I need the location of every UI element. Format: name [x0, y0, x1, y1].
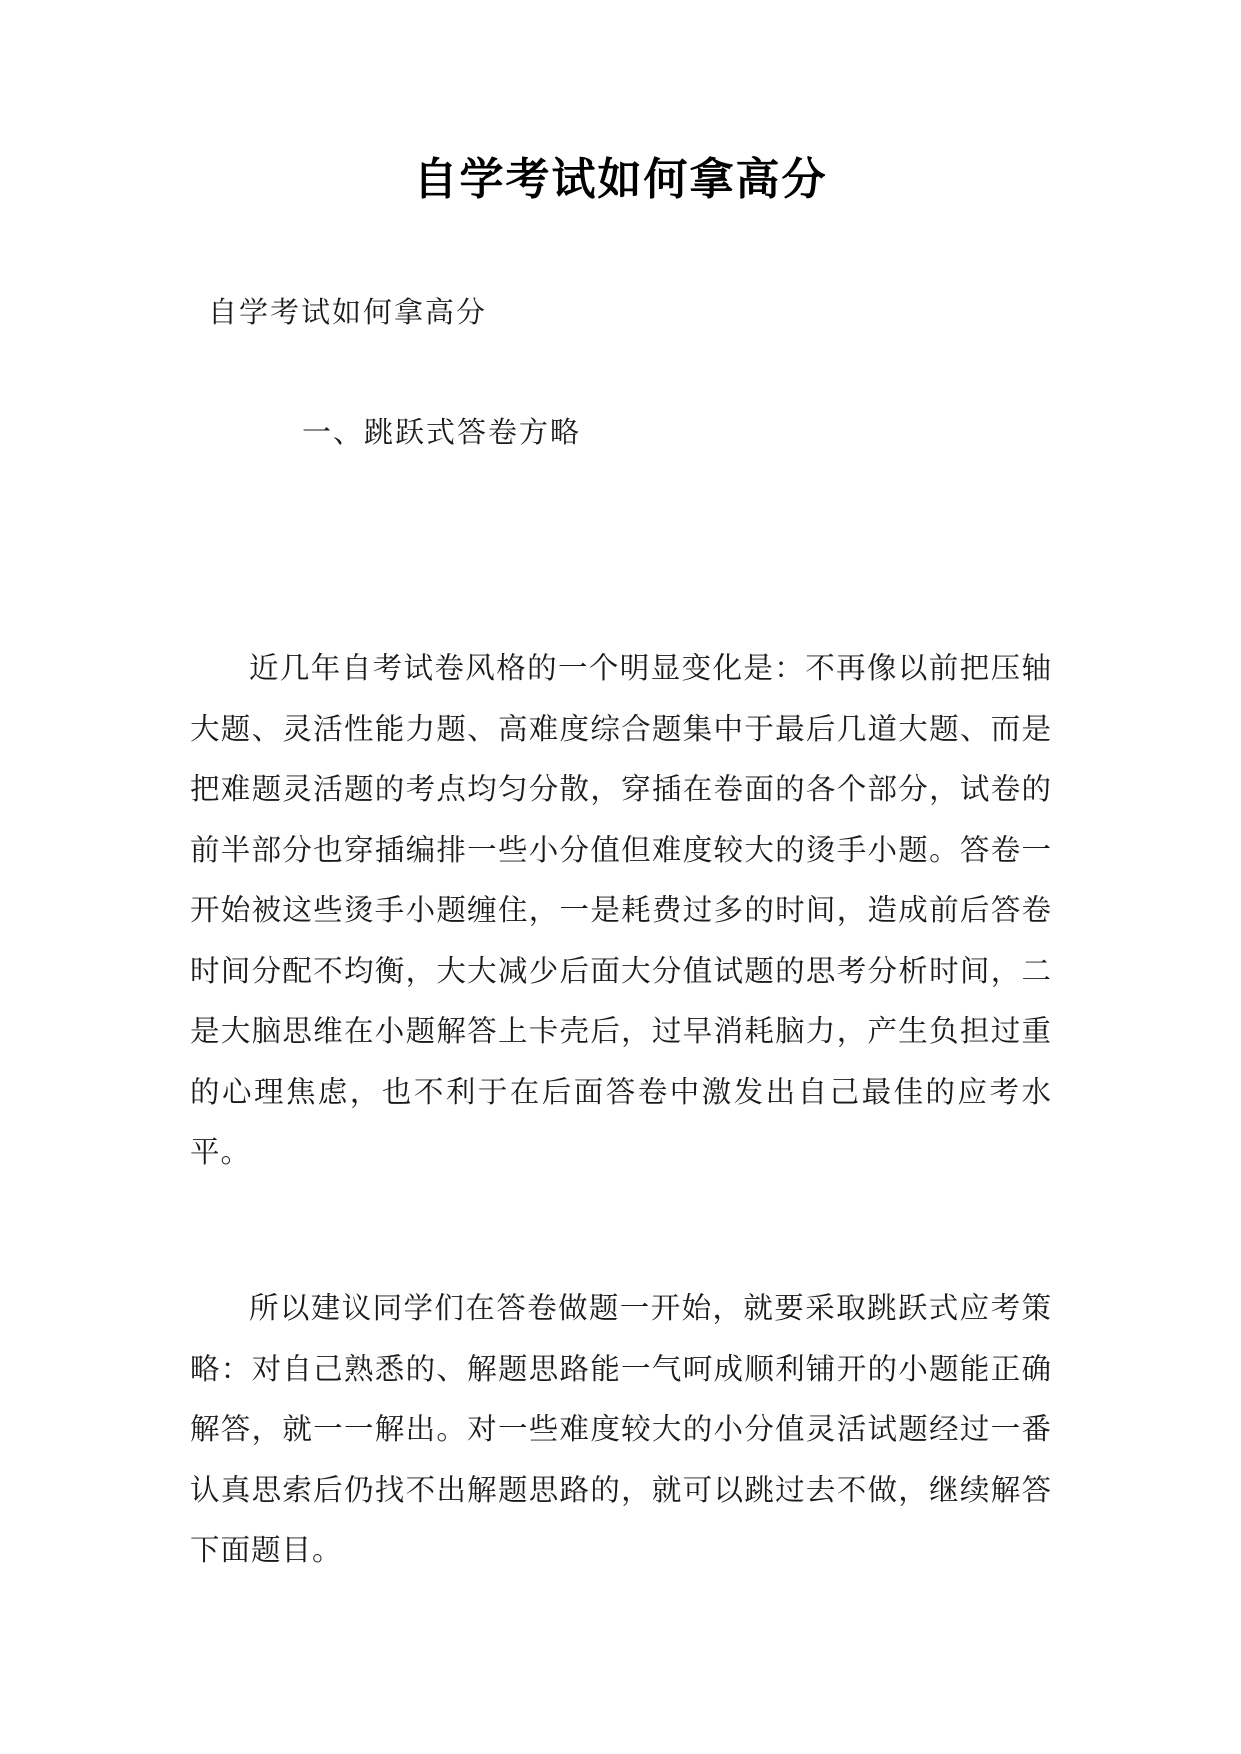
document-subtitle: 自学考试如何拿高分 — [208, 295, 488, 329]
document-title: 自学考试如何拿高分 — [413, 154, 828, 205]
body-paragraph: 近几年自考试卷风格的一个明显变化是：不再像以前把压轴大题、灵活性能力题、高难度综合题集中于最后几道大题、而是把难题灵活题的考点均匀分散，穿插在卷面的各个部分，试卷的前半部分也穿插编排一些小分值但难度较大的烫手小题。答卷一开始被这些烫手小题缠住，一是耗费过多的时间，造成前后答卷时间分配不均衡，大大减少后面大分值试题的思考分析时间，二是大脑思维在小题解答上卡壳后，过早消耗脑力，产生负担过重的心理焦虑，也不利于在后面答卷中激发出自己最佳的应考水平。 — [190, 651, 1052, 1169]
body-paragraph: 所以建议同学们在答卷做题一开始，就要采取跳跃式应考策略：对自己熟悉的、解题思路能一气呵成顺利铺开的小题能正确解答，就一一解出。对一些难度较大的小分值灵活试题经过一番认真思索后仍找不出解题思路的，就可以跳过去不做，继续解答下面题目。 — [190, 1291, 1052, 1567]
section-heading: 一、跳跃式答卷方略 — [302, 415, 582, 449]
